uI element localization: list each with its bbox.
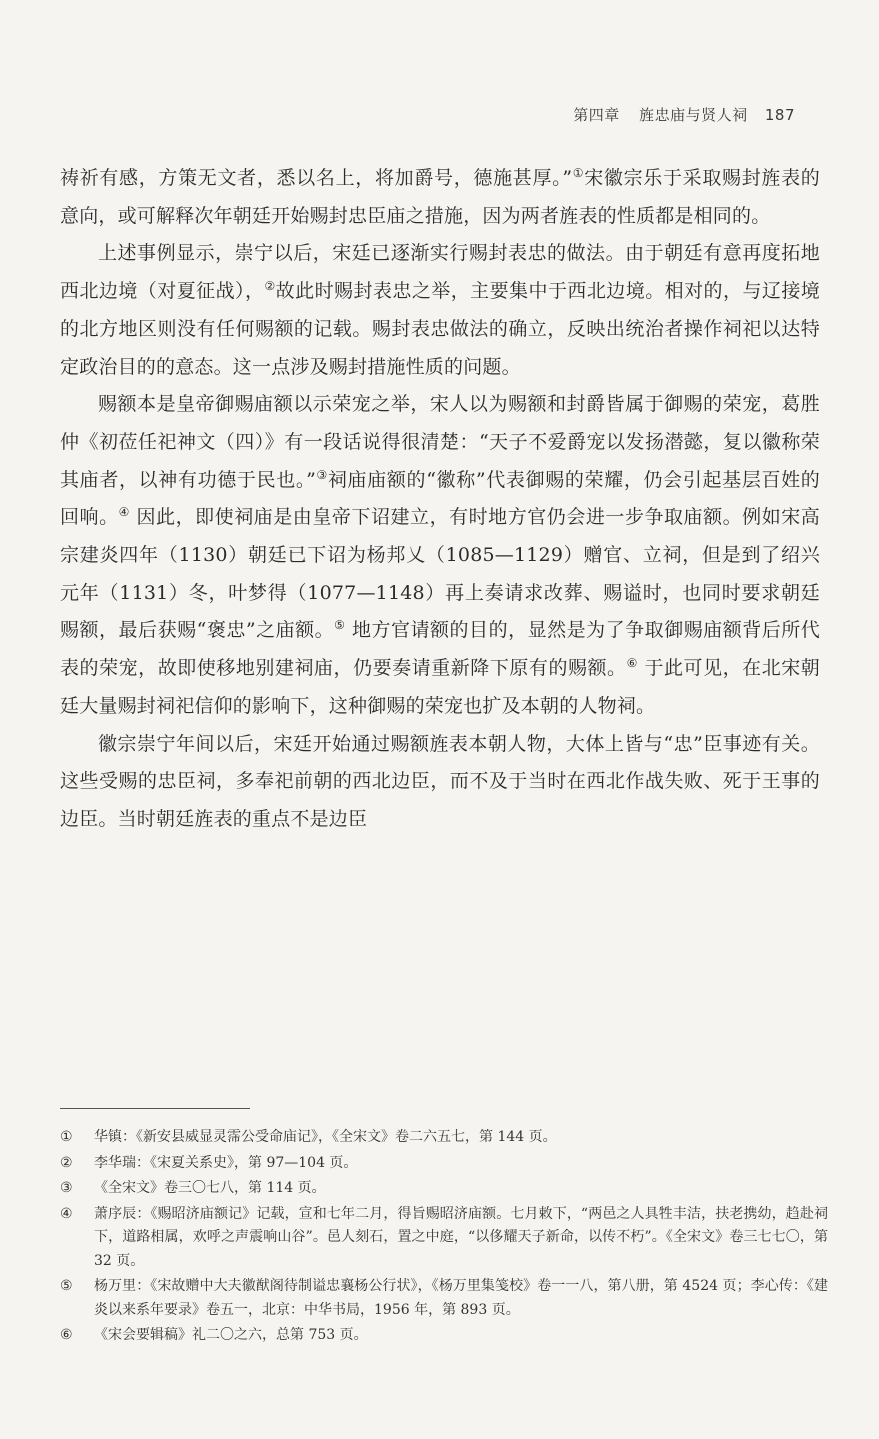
footnote-item — [60, 1203, 828, 1274]
paragraph-text: 于此可见，在北宋朝廷大量赐封祠祀信仰的影响下，这种御赐的荣宠也扩及本朝的人物祠。 — [60, 657, 820, 717]
paragraph-text: 故此时赐封表忠之举，主要集中于西北边境。相对的，与辽接境的北方地区则没有任何赐额的记载。赐封表忠做法的确立，反映出统治者操作祠祀以达特定政治目的的意态。这一点涉及赐封措施性质的问题。 — [60, 280, 821, 378]
paragraph — [60, 235, 820, 386]
footnote-text: 萧序辰：《赐昭济庙额记》记载，宣和七年二月，得旨赐昭济庙额。七月敕下，“两邑之人具牲丰洁，扶老携幼，趋赴祠下，道路相属，欢呼之声震响山谷”。邑人刻石，置之中庭，“以侈耀天子新命，以传不朽”。《全宋文》卷三七七〇，第 32 页。 — [94, 1205, 828, 1269]
chapter-title: 旌忠庙与贤人祠 — [639, 106, 748, 124]
paragraph-text: 赐额本是皇帝御赐庙额以示荣宠之举，宋人以为赐额和封爵皆属于御赐的荣宠，葛胜仲《初莅任祀神文（四）》有一段话说得很清楚：“天子不爱爵宠以发扬潜懿，复以徽称荣其庙者，以神有功德于民也。” — [60, 393, 820, 491]
footnote-item — [60, 1177, 828, 1201]
footnote-text: 《全宋文》卷三〇七八，第 114 页。 — [94, 1180, 326, 1196]
footnote-divider — [60, 1108, 250, 1109]
paragraph — [60, 726, 820, 839]
footnote-text: 《宋会要辑稿》礼二〇之六，总第 753 页。 — [94, 1327, 368, 1343]
paragraph-text: 地方官请额的目的，显然是为了争取御赐庙额背后所代表的荣宠，故即使移地别建祠庙，仍要奏请重新降下原有的赐额。 — [60, 619, 820, 680]
paragraph-text: 祷祈有感，方策无文者，悉以名上，将加爵号，德施甚厚。” — [60, 167, 573, 189]
footnote-mark: ③ — [60, 1180, 73, 1196]
footnote-reference: ② — [264, 279, 276, 294]
footnote-mark: ① — [60, 1129, 73, 1145]
footnote-text: 华镇：《新安县威显灵霈公受命庙记》，《全宋文》卷二六五七，第 144 页。 — [94, 1129, 557, 1145]
footnote-reference: ③ — [316, 467, 328, 482]
footnote-mark: ⑥ — [60, 1327, 73, 1343]
paragraph-text: 上述事例显示，崇宁以后，宋廷已逐渐实行赐封表忠的做法。由于朝廷有意再度拓地西北边境（对夏征战）， — [60, 242, 820, 303]
footnote-item — [60, 1324, 828, 1348]
footnote-item — [60, 1275, 828, 1322]
running-header — [573, 104, 795, 125]
paragraph — [60, 386, 820, 725]
footnote-reference: ⑤ — [334, 618, 346, 633]
footnote-text: 杨万里：《宋故赠中大夫徽猷阁待制谥忠襄杨公行状》，《杨万里集笺校》卷一一八，第八册，第 4524 页；李心传：《建炎以来系年要录》卷五一，北京：中华书局，1956 年，第 893 页。 — [94, 1278, 828, 1318]
footnote-item — [60, 1126, 828, 1150]
paragraph-text: 宋徽宗乐于采取赐封旌表的意向，或可解释次年朝廷开始赐封忠臣庙之措施，因为两者旌表的性质都是相同的。 — [60, 167, 820, 227]
footnote-reference: ① — [572, 166, 585, 180]
page-number: 187 — [764, 106, 795, 124]
chapter-label: 第四章 — [573, 106, 620, 124]
footnote-text: 李华瑞：《宋夏关系史》，第 97—104 页。 — [94, 1154, 358, 1171]
footnote-reference: ⑥ — [626, 656, 638, 671]
paragraph-text: 因此，即使祠庙是由皇帝下诏建立，有时地方官仍会进一步争取庙额。例如宋高宗建炎四年（1130）朝廷已下诏为杨邦乂（1085—1129）赠官、立祠，但是到了绍兴元年（1131）冬，叶梦得（1077—1148）再上奏请求改葬、赐谥时，也同时要求朝廷赐额，最后获赐“褒忠”之庙额。 — [60, 506, 820, 642]
paragraph-text: 祠庙庙额的“徽称”代表御赐的荣耀，仍会引起基层百姓的回响。 — [60, 468, 821, 529]
footnote-mark: ⑤ — [60, 1278, 73, 1294]
footnote-mark: ④ — [60, 1205, 73, 1222]
footnote-mark: ② — [60, 1154, 73, 1171]
paragraph-text: 徽宗崇宁年间以后，宋廷开始通过赐额旌表本朝人物，大体上皆与“忠”臣事迹有关。这些受赐的忠臣祠，多奉祀前朝的西北边臣，而不及于当时在西北作战失败、死于王事的边臣。当时朝廷旌表的重点不是边臣 — [60, 732, 820, 830]
footnotes — [60, 1126, 828, 1350]
footnote-item — [60, 1152, 828, 1176]
paragraph — [60, 160, 820, 235]
main-text — [60, 160, 820, 839]
footnote-reference: ④ — [118, 505, 130, 520]
